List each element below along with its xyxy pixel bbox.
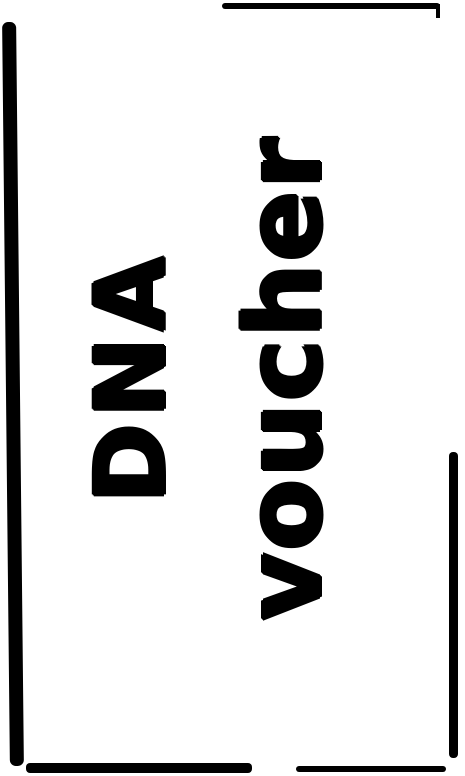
label-border-left [2,22,24,766]
label-border-bottom-right [296,766,446,772]
handwritten-dna-text: DNA [75,250,187,504]
label-border-top-corner [436,4,440,18]
handwritten-voucher-text: voucher [223,135,345,621]
label-border-bottom [26,763,252,773]
label-border-top [222,3,440,9]
label-border-right [449,452,458,758]
